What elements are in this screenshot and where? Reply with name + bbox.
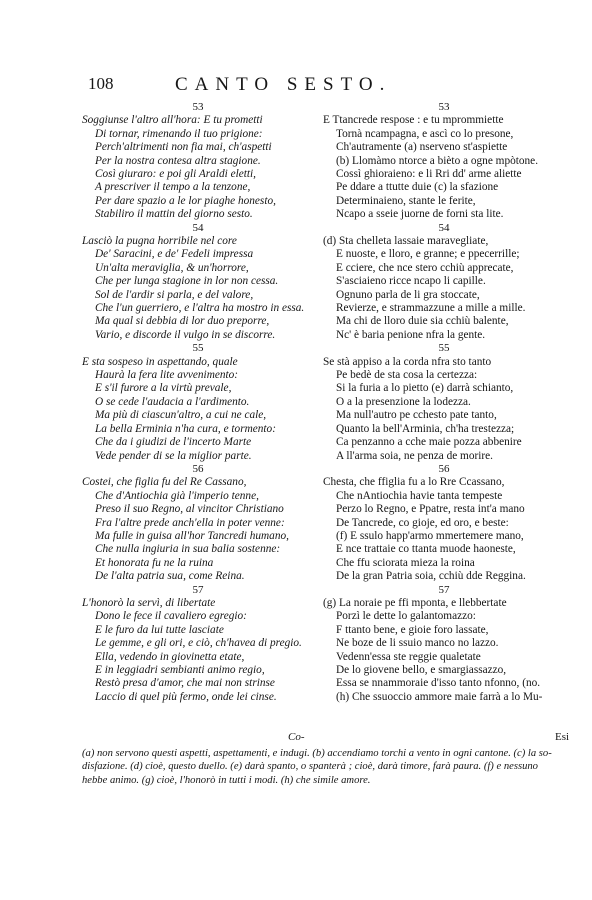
verse-line: Che ffu sciorata mieza la roina (336, 556, 475, 569)
stanza-number: 56 (192, 462, 204, 475)
verse-line: Per la nostra contesa altra stagione. (95, 154, 261, 167)
footnotes (82, 747, 566, 787)
verse-line: Tornà ncampagna, e ascì co lo presone, (336, 127, 514, 140)
verse-line: De' Saracini, e de' Fedeli impressa (95, 248, 254, 261)
verse-line: A prescriver il tempo a la tenzone, (95, 181, 251, 194)
verse-line: Se stà appiso a la corda nfra sto tanto (323, 355, 492, 368)
verse-line: Di tornar, rimenando il tuo prigione: (95, 127, 263, 140)
stanza-number: 54 (438, 221, 450, 234)
verse-line: Costei, che figlia fu del Re Cassano, (82, 476, 247, 489)
verse-line: (d) Sta chelleta lassaie maravegliate, (323, 235, 489, 248)
verse-line: Che nAntiochia havie tanta tempeste (336, 489, 503, 502)
verse-line: E Ttancrede respose : e tu mprommiette (323, 114, 504, 127)
verse-line: La bella Erminia n'ha cura, e tormento: (95, 422, 276, 435)
italian-text-column (82, 101, 314, 704)
verse-line: Ma chi de lloro duie sia cchiù balente, (336, 315, 509, 328)
stanza-number: 53 (192, 101, 204, 113)
verse-line: De la gran Patria soia, cchiù dde Reggina. (336, 570, 526, 583)
verse-line: De lo giovene bello, e smargiassazzo, (336, 663, 507, 676)
verse-line: (b) Llomàmo ntorce a bièto a ogne mpòtone. (336, 154, 539, 167)
verse-line: Lasciò la pugna horribile nel core (82, 235, 237, 248)
verse-line: Ncapo a sseie juorne de forni sta lite. (336, 208, 504, 221)
verse-line: Fra l'altre prede anch'ella in poter venne: (95, 516, 285, 529)
verse-line: Chesta, che ffiglia fu a lo Rre Ccassano, (323, 476, 505, 489)
verse-line: Determinaieno, stante le ferite, (336, 194, 476, 207)
verse-line: Perch'altrimenti non fia mai, ch'aspetti (95, 141, 272, 154)
verse-line: De l'alta patria sua, come Reina. (95, 570, 245, 583)
verse-line: Ella, vedendo in giovinetta etate, (95, 650, 245, 663)
verse-line: Soggiunse l'altro all'hora: E tu prometti (82, 114, 263, 127)
verse-line: Ne boze de li ssuio manco no lazzo. (336, 637, 499, 650)
stanza-number: 54 (192, 221, 204, 234)
page-number: 108 (88, 74, 114, 93)
verse-line: Per dare spazio a le lor piaghe honesto, (95, 194, 276, 207)
verse-line: E in leggiadri sembianti animo regio, (95, 663, 265, 676)
verse-line: Ma qual si debbia di lor duo preporre, (95, 315, 270, 328)
verse-line: Sol de l'ardir si parla, e del valore, (95, 288, 254, 301)
verse-line: De Tancrede, co gioje, ed oro, e beste: (336, 516, 509, 529)
verse-line: Vario, e discorde il vulgo in se discorre. (95, 328, 276, 341)
verse-line: Essa se nnammoraie d'isso tanto nfonno, (no. (336, 677, 541, 690)
verse-line: Così giuraro: e poi gli Araldi eletti, (95, 168, 256, 181)
verse-line: Che nulla ingiuria in sua balia sostenne: (95, 543, 281, 556)
neapolitan-text-column (323, 101, 565, 704)
verse-line: F ttanto bene, e gioie foro lassate, (336, 623, 489, 636)
footnote-line: disfazione. (d) cioè, questo duello. (e) darà spanto, o spanterà ; cioè, darà timore, farà paura. (f) e nessuno (82, 761, 538, 773)
verse-line: Cossì ghioraieno: e li Rri dd' arme aliette (336, 168, 522, 181)
verse-line: Pe ddare a ttutte duie (c) la sfazione (336, 181, 499, 194)
footnote-line: (a) non servono questi aspetti, aspettamenti, e indugi. (b) accendiamo torchi a vento in ogni cantone. (c) la so- (82, 748, 552, 759)
verse-line: (g) La noraie pe ffi mponta, e llebbertate (323, 596, 507, 609)
verse-line: Haurà la fera lite avvenimento: (95, 369, 239, 382)
verse-line: Dono le fece il cavaliero egregio: (95, 610, 247, 623)
verse-line: Revierze, e strammazzune a mille a mille. (336, 302, 526, 315)
verse-line: Pe bedè de sta cosa la certezza: (336, 369, 478, 382)
verse-line: Stabiliro il mattin del giorno sesto. (95, 208, 253, 221)
verse-line: O se cede l'audacia a l'ardimento. (95, 395, 250, 408)
verse-line: E nce trattaie co ttanta muode haoneste, (336, 543, 516, 556)
verse-line: Che d'Antiochia già l'imperio tenne, (95, 489, 259, 502)
verse-line: Ma null'autro pe cchesto pate tanto, (336, 409, 497, 422)
verse-line: Che l'un guerriero, e l'altra ha mostro in essa. (95, 302, 305, 315)
stanza-number: 53 (438, 101, 450, 113)
verse-line: (f) E ssulo happ'armo mmertemere mano, (336, 529, 524, 542)
stanza-number: 57 (192, 583, 204, 596)
verse-line: Perzo lo Regno, e Ppatre, resta int'a mano (336, 503, 525, 516)
verse-line: Vede pender di se la miglior parte. (95, 449, 252, 462)
verse-line: Ch'autramente (a) nserveno st'aspiette (336, 141, 508, 154)
running-head: CANTO SESTO. (175, 74, 392, 95)
verse-line: E sta sospeso in aspettando, quale (82, 355, 238, 368)
verse-line: Quanto la bell'Arminia, ch'ha trestezza; (336, 422, 515, 435)
verse-line: Che per lunga stagione in lor non cessa. (95, 275, 279, 288)
verse-line: O a la presenzione la lodezza. (336, 395, 471, 408)
verse-line: L'honorò la servì, di libertate (82, 596, 216, 609)
verse-line: A ll'arma soia, ne penza de morire. (336, 449, 493, 462)
verse-line: Vedenn'essa ste reggie qualetate (336, 650, 481, 663)
verse-line: Le gemme, e gli ori, e ciò, ch'havea di pregio. (95, 637, 302, 650)
verse-line: Ma fulle in guisa all'hor Tancredi humano, (95, 529, 289, 542)
verse-line: Nc' è baria penione nfra la gente. (336, 328, 486, 341)
stanza-number: 55 (192, 342, 204, 355)
verse-line: Un'alta meraviglia, & un'horrore, (95, 261, 249, 274)
verse-line: E s'il furore a la virtù prevale, (95, 382, 232, 395)
footnote-line: hebbe animo. (g) cioè, l'honorò in tutti i modi. (h) che simile amore. (82, 774, 371, 786)
verse-line: E le furo da lui tutte lasciate (95, 623, 224, 636)
catchword-left: Co- (288, 731, 305, 743)
verse-line: Ma più di ciascun'altro, a cui ne cale, (95, 409, 267, 422)
stanza-number: 57 (438, 583, 450, 596)
verse-line: Porzì le dette lo galantomazzo: (336, 610, 476, 623)
stanza-number: 56 (438, 462, 450, 475)
verse-line: Che da i giudizi de l'incerto Marte (95, 436, 252, 449)
verse-line: Preso il suo Regno, al vincitor Christiano (95, 503, 284, 516)
verse-line: S'asciaieno ricce ncapo li capille. (336, 275, 486, 288)
page-header (0, 74, 592, 96)
verse-line: E cciere, che nce stero cchiù apprecate, (336, 261, 514, 274)
catchword-right: Esi (555, 731, 570, 743)
verse-line: E nuoste, e lloro, e granne; e ppecerrille; (336, 248, 520, 261)
verse-line: Si la furia a lo pietto (e) darrà schianto, (336, 382, 514, 395)
stanza-number: 55 (438, 342, 450, 355)
verse-line: Et honorata fu ne la ruina (95, 556, 214, 569)
verse-line: Ca penzanno a cche maie pozza abbenire (336, 436, 522, 449)
verse-line: Laccio di quel più fermo, onde lei cinse. (95, 690, 277, 703)
verse-line: Ognuno parla de li gra stoccate, (336, 288, 480, 301)
verse-line: (h) Che ssuoccio ammore maie farrà a lo Mu- (336, 690, 543, 703)
verse-line: Restò presa d'amor, che mai non strinse (95, 677, 275, 690)
